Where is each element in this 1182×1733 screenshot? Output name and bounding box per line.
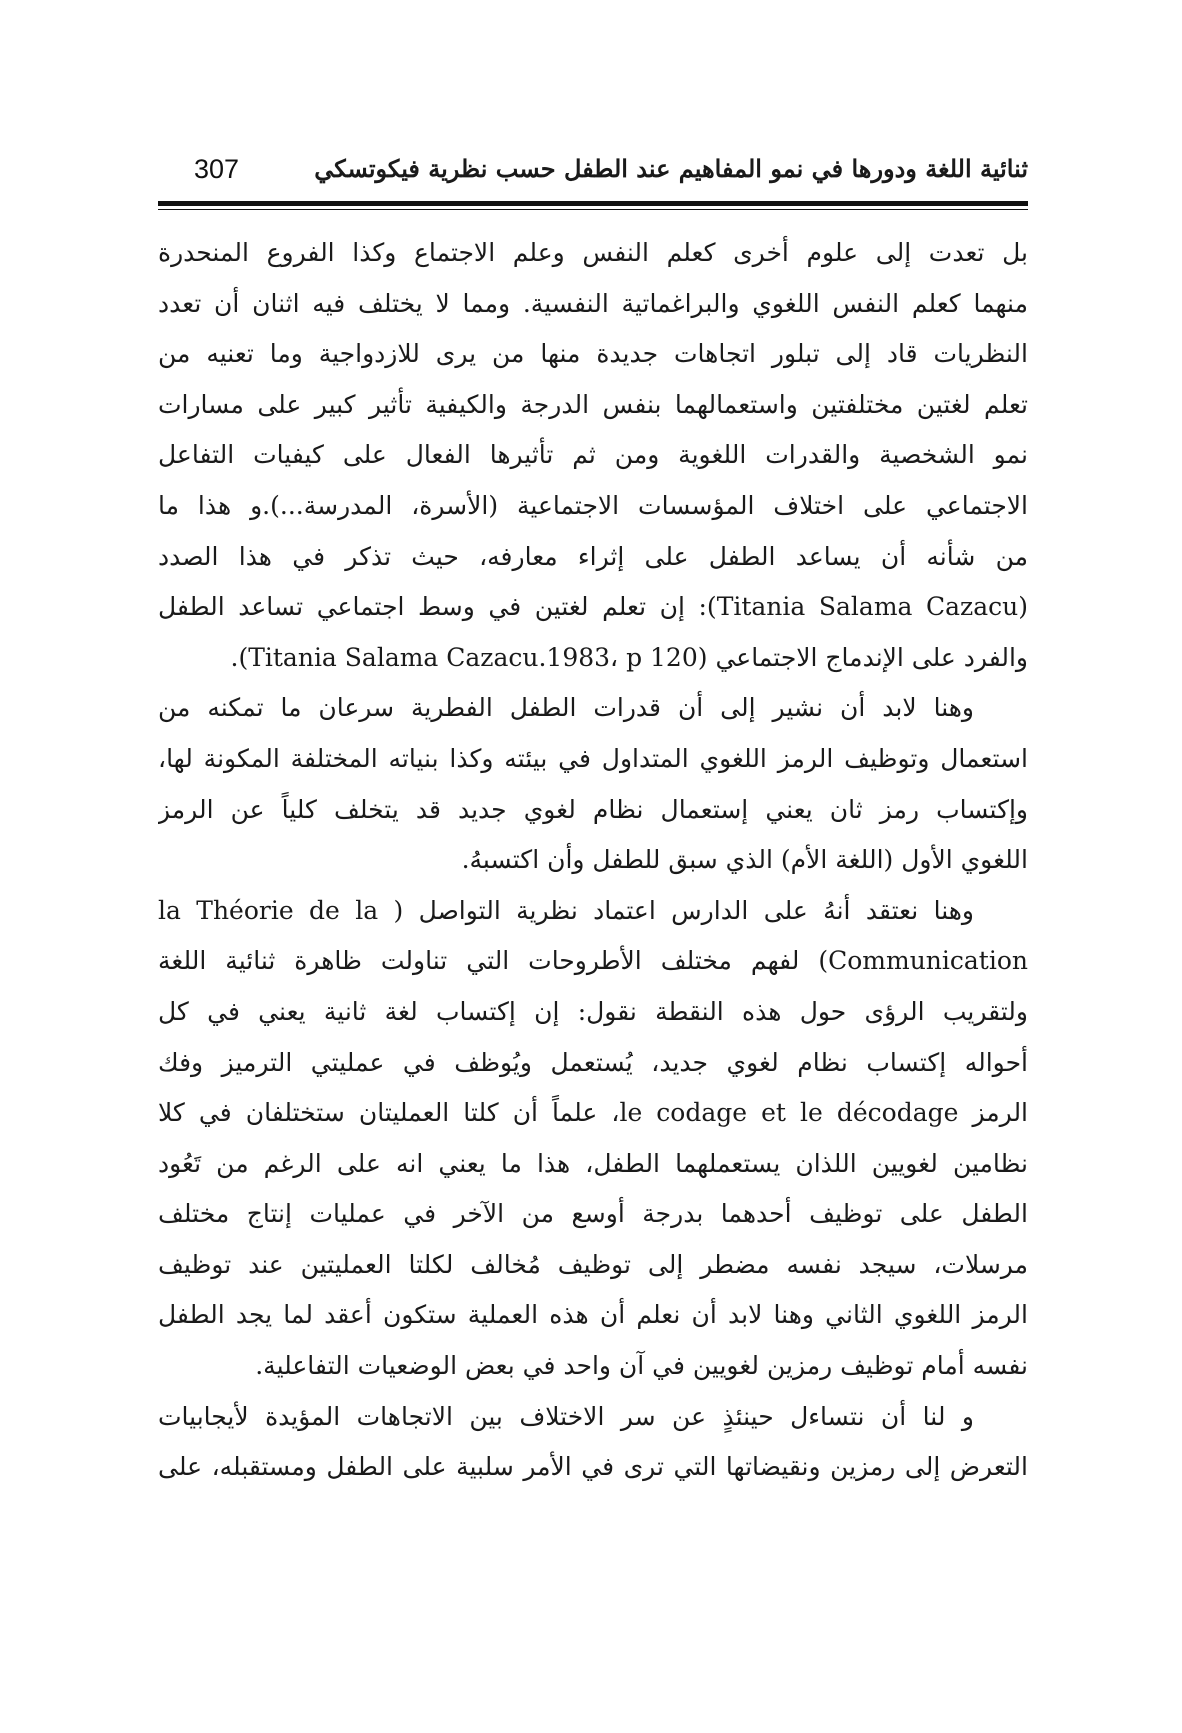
text-line: (Titania Salama Cazacu): إن تعلم لغتين في وسط اجتماعي تساعد الطفل [158,592,1028,622]
text-line: الاجتماعي على اختلاف المؤسسات الاجتماعية (الأسرة، المدرسة...).و هذا ما [158,490,1028,520]
text-line: نفسه أمام توظيف رمزين لغويين في آن واحد في بعض الوضعيات التفاعلية. [255,1351,1028,1381]
header-rule-thin [158,209,1028,210]
text-line: استعمال وتوظيف الرمز اللغوي المتداول في بيئته وكذا بنياته المختلفة المكونة لها، [158,743,1028,773]
text-line: و لنا أن نتساءل حينئذٍ عن سر الاختلاف بين الاتجاهات المؤيدة لأيجابيات [158,1401,974,1431]
page-number: 307 [194,154,240,184]
text-line: بل تعدت إلى علوم أخرى كعلم النفس وعلم الاجتماع وكذا الفروع المنحدرة [158,238,1028,267]
text-line: الرمز اللغوي الثاني وهنا لابد أن نعلم أن هذه العملية ستكون أعقد لما يجد الطفل [158,1300,1028,1330]
text-line: ولتقريب الرؤى حول هذه النقطة نقول: إن إكتساب لغة ثانية يعني في كل [158,996,1028,1026]
text-line: اللغوي الأول (اللغة الأم) الذي سبق للطفل وأن اكتسبهُ. [461,845,1028,875]
text-line: تعلم لغتين مختلفتين واستعمالهما بنفس الدرجة والكيفية تأثير كبير على مسارات [158,389,1028,419]
text-line: الطفل على توظيف أحدهما بدرجة أوسع من الآخر في عمليات إنتاج مختلف [158,1199,1028,1229]
text-line: وهنا نعتقد أنهُ على الدارس اعتماد نظرية التواصل ( la Théorie de la [158,895,974,925]
text-line: النظريات قاد إلى تبلور اتجاهات جديدة منها من يرى للازدواجية وما تعنيه من [158,339,1028,369]
text-line: وهنا لابد أن نشير إلى أن قدرات الطفل الفطرية سرعان ما تمكنه من [158,693,974,723]
text-line: منهما كعلم النفس اللغوي والبراغماتية النفسية. ومما لا يختلف فيه اثنان أن تعدد [158,288,1028,318]
text-line: Communication) لفهم مختلف الأطروحات التي تناولت ظاهرة ثنائية اللغة [158,946,1028,976]
header-rule-thick [158,201,1028,206]
text-line: مرسلات، سيجد نفسه مضطر إلى توظيف مُخالف لكلتا العمليتين عند توظيف [158,1249,1028,1279]
text-line: أحواله إكتساب نظام لغوي جديد، يُستعمل ويُوظف في عمليتي الترميز وفك [158,1047,1028,1077]
body-text [158,228,1028,1493]
page-header [158,152,1028,196]
text-line: من شأنه أن يساعد الطفل على إثراء معارفه، حيث تذكر في هذا الصدد [158,541,1028,571]
text-line: نظامين لغويين اللذان يستعملهما الطفل، هذا ما يعني انه على الرغم من تَعُود [158,1148,1028,1178]
text-line: نمو الشخصية والقدرات اللغوية ومن ثم تأثيرها الفعال على كيفيات التفاعل [158,440,1028,470]
text-line: والفرد على الإندماج الاجتماعي (Titania Salama Cazacu.1983، p 120). [230,642,1028,672]
running-title: ثنائية اللغة ودورها في نمو المفاهيم عند الطفل حسب نظرية فيكوتسكي [314,154,1028,183]
text-line: الرمز le codage et le décodage، علماً أن كلتا العمليتان ستختلفان في كلا [158,1098,1028,1128]
text-line: التعرض إلى رمزين ونقيضاتها التي ترى في الأمر سلبية على الطفل ومستقبله، على [158,1452,1028,1482]
text-line: وإكتساب رمز ثان يعني إستعمال نظام لغوي جديد قد يتخلف كلياً عن الرمز [158,794,1028,824]
